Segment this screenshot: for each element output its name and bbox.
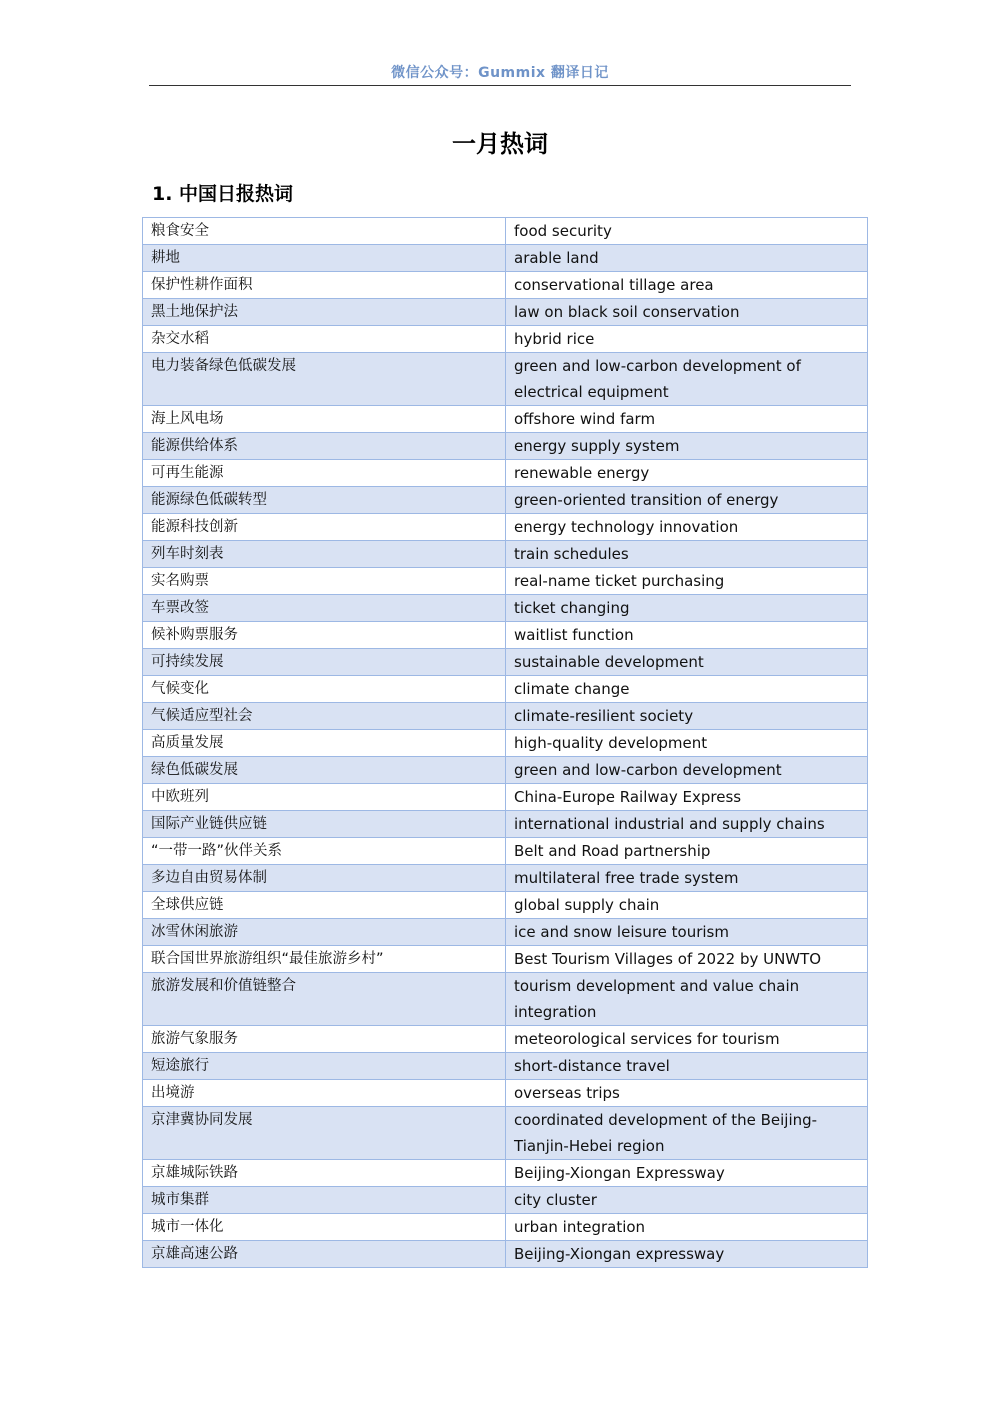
- english-term: coordinated development of the Beijing-Tianjin-Hebei region: [506, 1107, 868, 1160]
- chinese-term: 可再生能源: [143, 460, 506, 487]
- table-row: [143, 218, 868, 245]
- chinese-term: 保护性耕作面积: [143, 272, 506, 299]
- chinese-term: 能源绿色低碳转型: [143, 487, 506, 514]
- chinese-term: 气候适应型社会: [143, 703, 506, 730]
- chinese-term: 气候变化: [143, 676, 506, 703]
- chinese-term: 京雄高速公路: [143, 1241, 506, 1268]
- table-row: [143, 811, 868, 838]
- chinese-term: 粮食安全: [143, 218, 506, 245]
- table-row: [143, 892, 868, 919]
- chinese-term: 出境游: [143, 1080, 506, 1107]
- table-row: [143, 784, 868, 811]
- chinese-term: 高质量发展: [143, 730, 506, 757]
- english-term: arable land: [506, 245, 868, 272]
- table-row: [143, 1214, 868, 1241]
- table-row: [143, 649, 868, 676]
- table-row: [143, 865, 868, 892]
- english-term: China-Europe Railway Express: [506, 784, 868, 811]
- table-row: [143, 757, 868, 784]
- table-row: [143, 514, 868, 541]
- page-header: 微信公众号：Gummix 翻译日记: [391, 65, 609, 81]
- chinese-term: 电力装备绿色低碳发展: [143, 353, 506, 406]
- chinese-term: 中欧班列: [143, 784, 506, 811]
- english-term: international industrial and supply chains: [506, 811, 868, 838]
- table-row: [143, 487, 868, 514]
- table-row: [143, 838, 868, 865]
- chinese-term: 冰雪休闲旅游: [143, 919, 506, 946]
- english-term: waitlist function: [506, 622, 868, 649]
- english-term: Best Tourism Villages of 2022 by UNWTO: [506, 946, 868, 973]
- english-term: conservational tillage area: [506, 272, 868, 299]
- chinese-term: 联合国世界旅游组织“最佳旅游乡村”: [143, 946, 506, 973]
- table-row: [143, 272, 868, 299]
- chinese-term: 短途旅行: [143, 1053, 506, 1080]
- table-row: [143, 433, 868, 460]
- english-term: Beijing-Xiongan Expressway: [506, 1160, 868, 1187]
- section-heading: 1. 中国日报热词: [152, 183, 294, 205]
- english-term: energy supply system: [506, 433, 868, 460]
- english-term: offshore wind farm: [506, 406, 868, 433]
- chinese-term: 多边自由贸易体制: [143, 865, 506, 892]
- english-term: climate-resilient society: [506, 703, 868, 730]
- english-term: Beijing-Xiongan expressway: [506, 1241, 868, 1268]
- table-row: [143, 1053, 868, 1080]
- english-term: urban integration: [506, 1214, 868, 1241]
- table-row: [143, 676, 868, 703]
- english-term: green and low-carbon development of electrical equipment: [506, 353, 868, 406]
- chinese-term: 能源科技创新: [143, 514, 506, 541]
- english-term: city cluster: [506, 1187, 868, 1214]
- english-term: ticket changing: [506, 595, 868, 622]
- table-row: [143, 703, 868, 730]
- table-row: [143, 326, 868, 353]
- table-row: [143, 919, 868, 946]
- chinese-term: 京雄城际铁路: [143, 1160, 506, 1187]
- chinese-term: 实名购票: [143, 568, 506, 595]
- english-term: law on black soil conservation: [506, 299, 868, 326]
- english-term: green-oriented transition of energy: [506, 487, 868, 514]
- table-row: [143, 1187, 868, 1214]
- chinese-term: 京津冀协同发展: [143, 1107, 506, 1160]
- english-term: ice and snow leisure tourism: [506, 919, 868, 946]
- english-term: multilateral free trade system: [506, 865, 868, 892]
- english-term: train schedules: [506, 541, 868, 568]
- english-term: energy technology innovation: [506, 514, 868, 541]
- english-term: real-name ticket purchasing: [506, 568, 868, 595]
- chinese-term: 国际产业链供应链: [143, 811, 506, 838]
- table-row: [143, 541, 868, 568]
- table-row: [143, 622, 868, 649]
- chinese-term: 候补购票服务: [143, 622, 506, 649]
- chinese-term: 旅游气象服务: [143, 1026, 506, 1053]
- glossary-table-body: [143, 218, 868, 1268]
- glossary-table: [142, 217, 868, 1268]
- english-term: climate change: [506, 676, 868, 703]
- chinese-term: 旅游发展和价值链整合: [143, 973, 506, 1026]
- document-title: 一月热词: [452, 130, 548, 158]
- table-row: [143, 1107, 868, 1160]
- english-term: high-quality development: [506, 730, 868, 757]
- table-row: [143, 460, 868, 487]
- chinese-term: “一带一路”伙伴关系: [143, 838, 506, 865]
- chinese-term: 绿色低碳发展: [143, 757, 506, 784]
- chinese-term: 耕地: [143, 245, 506, 272]
- table-row: [143, 1160, 868, 1187]
- english-term: overseas trips: [506, 1080, 868, 1107]
- table-row: [143, 1080, 868, 1107]
- chinese-term: 黑土地保护法: [143, 299, 506, 326]
- table-row: [143, 245, 868, 272]
- chinese-term: 全球供应链: [143, 892, 506, 919]
- table-row: [143, 973, 868, 1026]
- table-row: [143, 1241, 868, 1268]
- english-term: food security: [506, 218, 868, 245]
- english-term: green and low-carbon development: [506, 757, 868, 784]
- english-term: tourism development and value chain integration: [506, 973, 868, 1026]
- table-row: [143, 353, 868, 406]
- chinese-term: 可持续发展: [143, 649, 506, 676]
- table-row: [143, 730, 868, 757]
- header-divider: [149, 85, 851, 86]
- english-term: renewable energy: [506, 460, 868, 487]
- table-row: [143, 406, 868, 433]
- chinese-term: 杂交水稻: [143, 326, 506, 353]
- table-row: [143, 595, 868, 622]
- english-term: hybrid rice: [506, 326, 868, 353]
- table-row: [143, 568, 868, 595]
- chinese-term: 城市集群: [143, 1187, 506, 1214]
- table-row: [143, 299, 868, 326]
- chinese-term: 能源供给体系: [143, 433, 506, 460]
- english-term: meteorological services for tourism: [506, 1026, 868, 1053]
- table-row: [143, 946, 868, 973]
- chinese-term: 车票改签: [143, 595, 506, 622]
- english-term: short-distance travel: [506, 1053, 868, 1080]
- english-term: sustainable development: [506, 649, 868, 676]
- chinese-term: 城市一体化: [143, 1214, 506, 1241]
- english-term: global supply chain: [506, 892, 868, 919]
- table-row: [143, 1026, 868, 1053]
- english-term: Belt and Road partnership: [506, 838, 868, 865]
- chinese-term: 列车时刻表: [143, 541, 506, 568]
- chinese-term: 海上风电场: [143, 406, 506, 433]
